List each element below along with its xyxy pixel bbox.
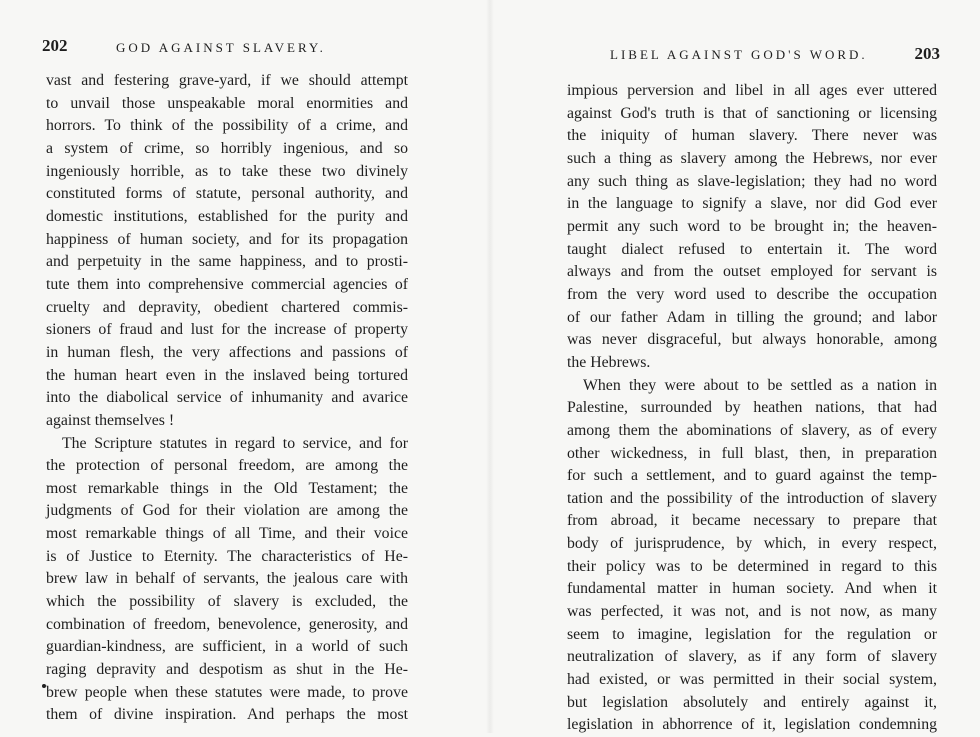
text-line: for such a settlement, and to guard against the temp- — [567, 467, 937, 485]
text-line: most remarkable things in the Old Testament; the — [46, 479, 408, 497]
text-line: was perfected, it was not, and is not now, as many — [567, 603, 937, 621]
text-line: seem to imagine, legislation for the regulation or — [567, 625, 937, 643]
text-line: such a thing as slavery among the Hebrews, nor ever — [567, 149, 937, 167]
text-line: body of jurisprudence, by which, in every respect, — [567, 535, 937, 553]
text-line: in the language to signify a slave, nor did God ever — [567, 195, 937, 213]
text-line: their policy was to be determined in regard to this — [567, 557, 937, 575]
right-running-head — [610, 38, 940, 62]
left-page — [0, 0, 490, 733]
text-line: against God's truth is that of sanctioning or licensing — [567, 104, 937, 122]
left-page-number: 202 — [42, 36, 68, 55]
text-line: permit any such word to be brought in; the heaven- — [567, 217, 937, 235]
text-line: other wickedness, in full blast, then, in preparation — [567, 444, 937, 462]
right-page — [490, 0, 980, 733]
text-line: is of Justice to Eternity. The characteristics of He- — [46, 547, 408, 565]
text-line: the protection of personal freedom, are among the — [46, 457, 408, 475]
text-line: happiness of human society, and for its propagation — [46, 230, 408, 248]
text-line: tute them into comprehensive commercial agencies of — [46, 275, 408, 293]
text-line: from abroad, it became necessary to prepare that — [567, 512, 937, 530]
text-line: The Scripture statutes in regard to service, and for — [62, 434, 408, 452]
text-line: into the diabolical service of inhumanity and avarice — [46, 389, 408, 407]
text-line: sioners of fraud and lust for the increase of property — [46, 321, 408, 339]
right-page-number: 203 — [914, 44, 940, 63]
text-line: guardian-kindness, are sufficient, in a world of such — [46, 638, 408, 656]
text-line: combination of freedom, benevolence, generosity, and — [46, 615, 408, 633]
text-line: them of divine inspiration. And perhaps the most — [46, 706, 408, 724]
text-line: ingeniously horrible, as to take these two divinely — [46, 162, 408, 180]
text-line: brew law in behalf of servants, the jealous care with — [46, 570, 408, 588]
text-line: a system of crime, so horribly ingenious, and so — [46, 139, 408, 157]
text-line: tation and the possibility of the introduction of slavery — [567, 489, 937, 507]
text-line: always and from the outset employed for servant is — [567, 263, 937, 281]
text-line: of our father Adam in tilling the ground; and labor — [567, 308, 937, 326]
text-line: to unvail those unspeakable moral enormities and — [46, 94, 408, 112]
text-line: cruelty and depravity, obedient chartered commis- — [46, 298, 408, 316]
right-body-text — [567, 80, 937, 737]
text-line: judgments of God for their violation are among the — [46, 502, 408, 520]
ink-speck — [42, 684, 46, 688]
text-line: from the very word used to describe the occupation — [567, 285, 937, 303]
text-line: When they were about to be settled as a nation in — [583, 376, 937, 394]
left-running-head — [42, 38, 462, 62]
left-body-text — [46, 70, 408, 727]
text-line: and perpetuity in the same happiness, and to prosti- — [46, 253, 408, 271]
text-line: taught dialect refused to entertain it. The word — [567, 240, 937, 258]
text-line: Palestine, surrounded by heathen nations, that had — [567, 399, 937, 417]
text-line: horrors. To think of the possibility of a crime, and — [46, 117, 408, 135]
text-line: domestic institutions, established for the purity and — [46, 207, 408, 225]
text-line: against themselves ! — [46, 411, 175, 429]
text-line: legislation in abhorrence of it, legislation condemning — [567, 716, 937, 734]
text-line: but legislation absolutely and entirely against it, — [567, 693, 937, 711]
text-line: the human heart even in the inslaved being tortured — [46, 366, 408, 384]
text-line: was never disgraceful, but always honorable, among — [567, 331, 937, 349]
text-line: constituted forms of statute, personal authority, and — [46, 185, 408, 203]
text-line: most remarkable things of all Time, and their voice — [46, 525, 408, 543]
text-line: the Hebrews. — [567, 353, 651, 371]
text-line: in human flesh, the very affections and passions of — [46, 343, 408, 361]
text-line: which the possibility of slavery is excluded, the — [46, 593, 408, 611]
text-line: brew people when these statutes were made, to prove — [46, 683, 408, 701]
text-line: vast and festering grave-yard, if we should attempt — [46, 72, 408, 89]
text-line: had existed, or was permitted in their social system, — [567, 671, 937, 689]
text-line: any such thing as slave-legislation; they had no word — [567, 172, 937, 190]
text-line: raging depravity and despotism as shut in the He- — [46, 661, 408, 679]
text-line: the iniquity of human slavery. There never was — [567, 127, 937, 145]
text-line: neutralization of slavery, as if any form of slavery — [567, 648, 937, 666]
text-line: among them the abominations of slavery, as of every — [567, 421, 937, 439]
left-running-title: GOD AGAINST SLAVERY. — [116, 40, 326, 55]
right-running-title: LIBEL AGAINST GOD'S WORD. — [610, 47, 868, 62]
text-line: fundamental matter in human society. And when it — [567, 580, 937, 598]
text-line: impious perversion and libel in all ages ever uttered — [567, 82, 937, 99]
